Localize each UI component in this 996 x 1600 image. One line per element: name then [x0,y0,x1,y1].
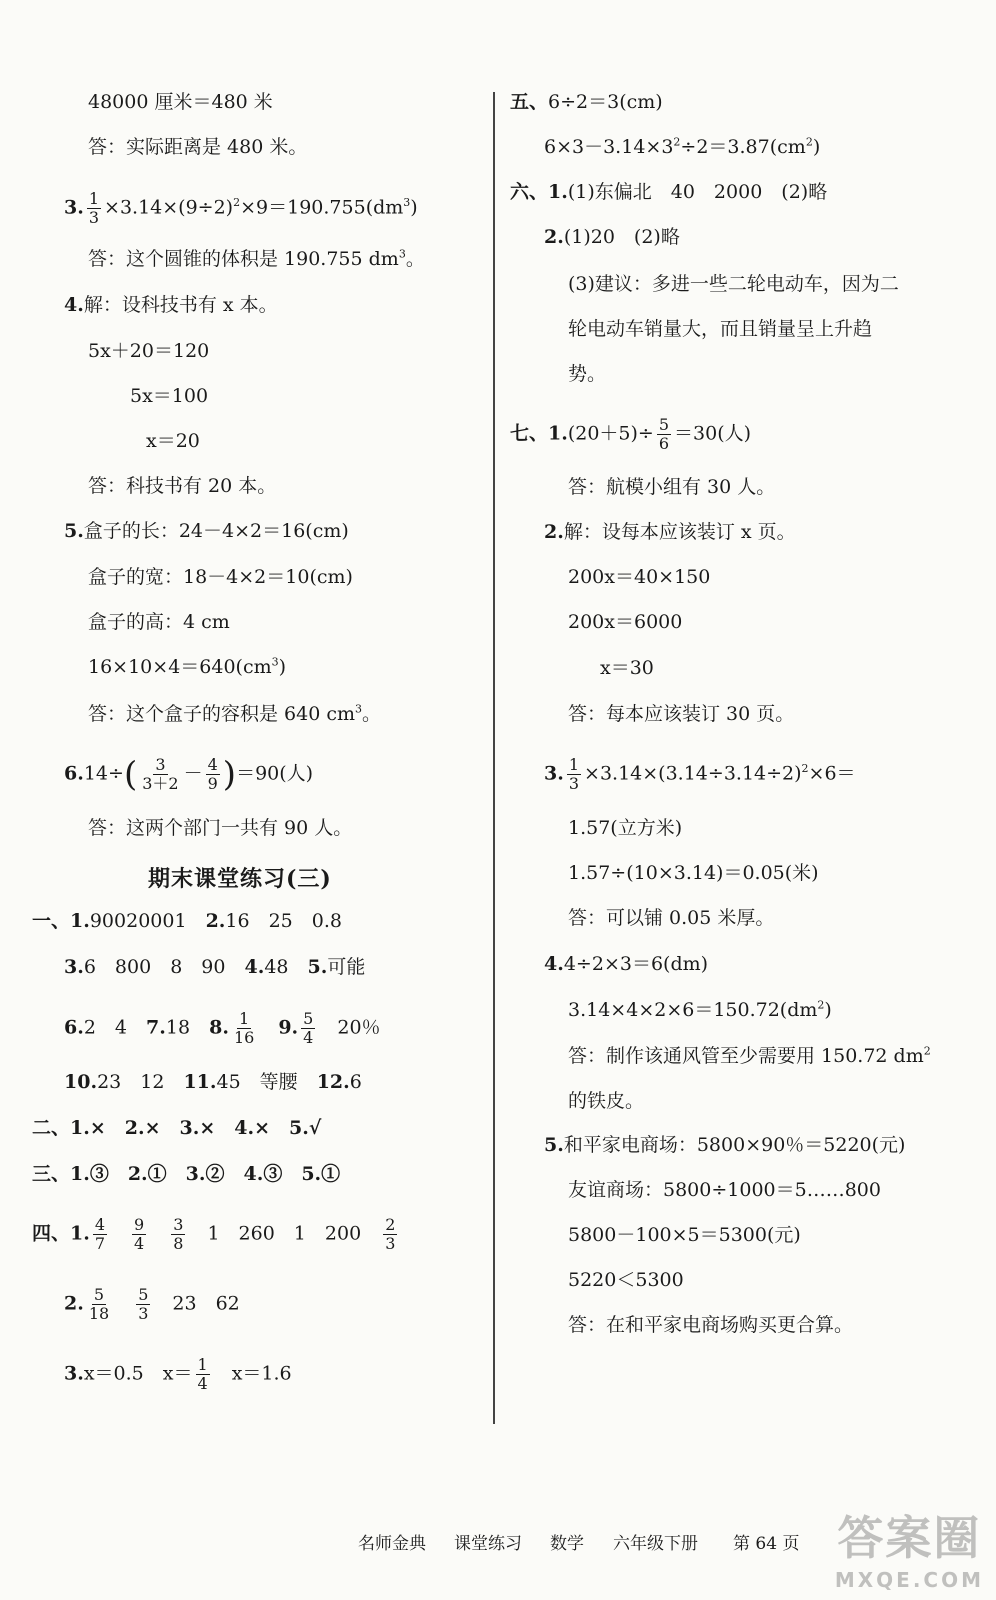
section-title: 期末课堂练习(三) [148,866,332,892]
answer-line: 48000 厘米＝480 米 [88,91,273,113]
answers-part-1-line: 10.23 12 11.45 等腰 12.6 [64,1071,362,1093]
answer-line: 势。 [568,363,607,385]
answer-line: 5.和平家电商场：5800×90％＝5220(元) [544,1134,906,1156]
fraction: $\frac{5}{4}$ [303,1009,314,1047]
footer-brand: 名师金典 [358,1534,426,1554]
question-6: 6.14÷( $\frac{3}{3+2}$ － $\frac{4}{9}$ )＝90(人) [64,754,314,795]
answer-line: 答：在和平家电商场购买更合算。 [568,1314,854,1336]
answer-line: 答：航模小组有 30 人。 [568,476,776,498]
answers-part-1-line: 一、1.90020001 2.16 25 0.8 [32,910,342,932]
question-5: 5.盒子的长：24－4×2＝16(cm) [64,520,349,542]
equation-line: 友谊商场：5800÷1000＝5……800 [568,1179,881,1201]
answer-line: 五、6÷2＝3(cm) [510,91,663,113]
answer-line: (3)建议：多进一些二轮电动车，因为二 [568,273,899,295]
equation-line: 200x＝6000 [568,611,683,633]
footer-series: 课堂练习 [454,1534,522,1554]
answers-part-4-line: 2. $\frac{5}{18}$ $\frac{5}{3}$ 23 62 [64,1285,240,1323]
equation-line: $16\times 10\times 4=640(cm^3)$ [88,655,287,678]
answer-line: 轮电动车销量大，而且销量呈上升趋 [568,318,873,340]
equation-line: 1.57÷(10×3.14)＝0.05(米) [568,862,819,884]
footer-subject: 数学 [550,1534,584,1554]
question-number: 3. [64,196,84,219]
fraction: $\frac{1}{3}$ [88,189,100,227]
answers-part-4-line: 3.x＝0.5 x＝ $\frac{1}{4}$ x＝1.6 [64,1355,292,1393]
answer-line: 盒子的宽：18－4×2＝10(cm) [88,566,353,588]
answer-line: 答：这两个部门一共有 90 人。 [88,817,353,839]
answer-line: 1.57(立方米) [568,817,683,839]
fraction: $\frac{1}{16}$ [233,1009,255,1047]
fraction: $\frac{4}{9}$ [207,755,218,793]
answer-line: 2.(1)20 (2)略 [544,226,680,248]
equation-line: x＝30 [600,657,654,679]
answer-line: 答：科技书有 20 本。 [88,475,277,497]
answer-line: 答：实际距离是 480 米。 [88,136,308,158]
answer-line: 七、1.(20＋5)÷ $\frac{5}{6}$ ＝30(人) [510,415,752,453]
answer-line: 4.4÷2×3＝6(dm) [544,953,709,975]
question-3: 3. $\frac{1}{3}$ $\times 3.14\times(9\div 2)^2\times 9=190.755(dm^3)$ [64,189,418,227]
equation-line: 5800－100×5＝5300(元) [568,1224,801,1246]
answer-line: 2.解：设每本应该装订 x 页。 [544,521,796,543]
answer-line: 答：可以铺 0.05 米厚。 [568,907,775,929]
answer-line: 答：制作该通风管至少需要用 150.72 $dm^2$ [568,1044,931,1067]
equation-line: x＝20 [146,430,200,452]
answers-part-3: 三、1.③ 2.① 3.② 4.③ 5.① [32,1163,341,1185]
answers-part-1-line: 6.2 4 7.18 8. $\frac{1}{16}$ 9. $\frac{5}{4}$ 20％ [64,1009,381,1047]
equation-line: 5x＝100 [130,385,209,407]
page-number: 第 64 页 [733,1534,800,1554]
footer-grade: 六年级下册 [613,1534,698,1554]
answer-line: 的铁皮。 [568,1090,645,1112]
equation-line: 5x＋20＝120 [88,340,210,362]
equation-line: 200x＝40×150 [568,566,711,588]
question-number: 4. [64,294,84,316]
answer-line: 答：这个圆锥的体积是 190.755 $dm^3$。 [88,247,425,270]
equation-line: $6\times 3-3.14\times 3^2\div 2=3.87(cm^2)$ [544,135,821,158]
question-4: 4.解：设科技书有 x 本。 [64,294,278,316]
column-divider [493,92,495,1424]
equation-line: $3.14\times 4\times 2\times 6=150.72(dm^2)$ [568,998,832,1021]
answer-line: 答：每本应该装订 30 页。 [568,703,795,725]
answers-part-1-line: 3.6 800 8 90 4.48 5.可能 [64,956,366,978]
answers-part-2: 二、1.× 2.× 3.× 4.× 5.√ [32,1117,322,1139]
watermark-logo: 答案圈 MXQE.COM [834,1511,984,1592]
fraction: $\frac{3}{3+2}$ [142,755,179,793]
answer-line: 3. $\frac{1}{3}$ $\times 3.14\times(3.14\div 3.14\div 2)^2\times 6=$ [544,755,856,793]
question-number: 5. [64,520,84,542]
answer-line: 答：这个盒子的容积是 640 $cm^3$。 [88,702,382,725]
answer-line: 六、1.(1)东偏北 40 2000 (2)略 [510,181,828,203]
equation-line: 5220＜5300 [568,1269,684,1291]
answer-line: 盒子的高：4 cm [88,611,230,633]
answers-part-4-line: 四、1. $\frac{4}{7}$ $\frac{9}{4}$ $\frac{3}{8}$ 1 260 1 200 $\frac{2}{3}$ [32,1215,396,1253]
question-number: 6. [64,762,84,785]
